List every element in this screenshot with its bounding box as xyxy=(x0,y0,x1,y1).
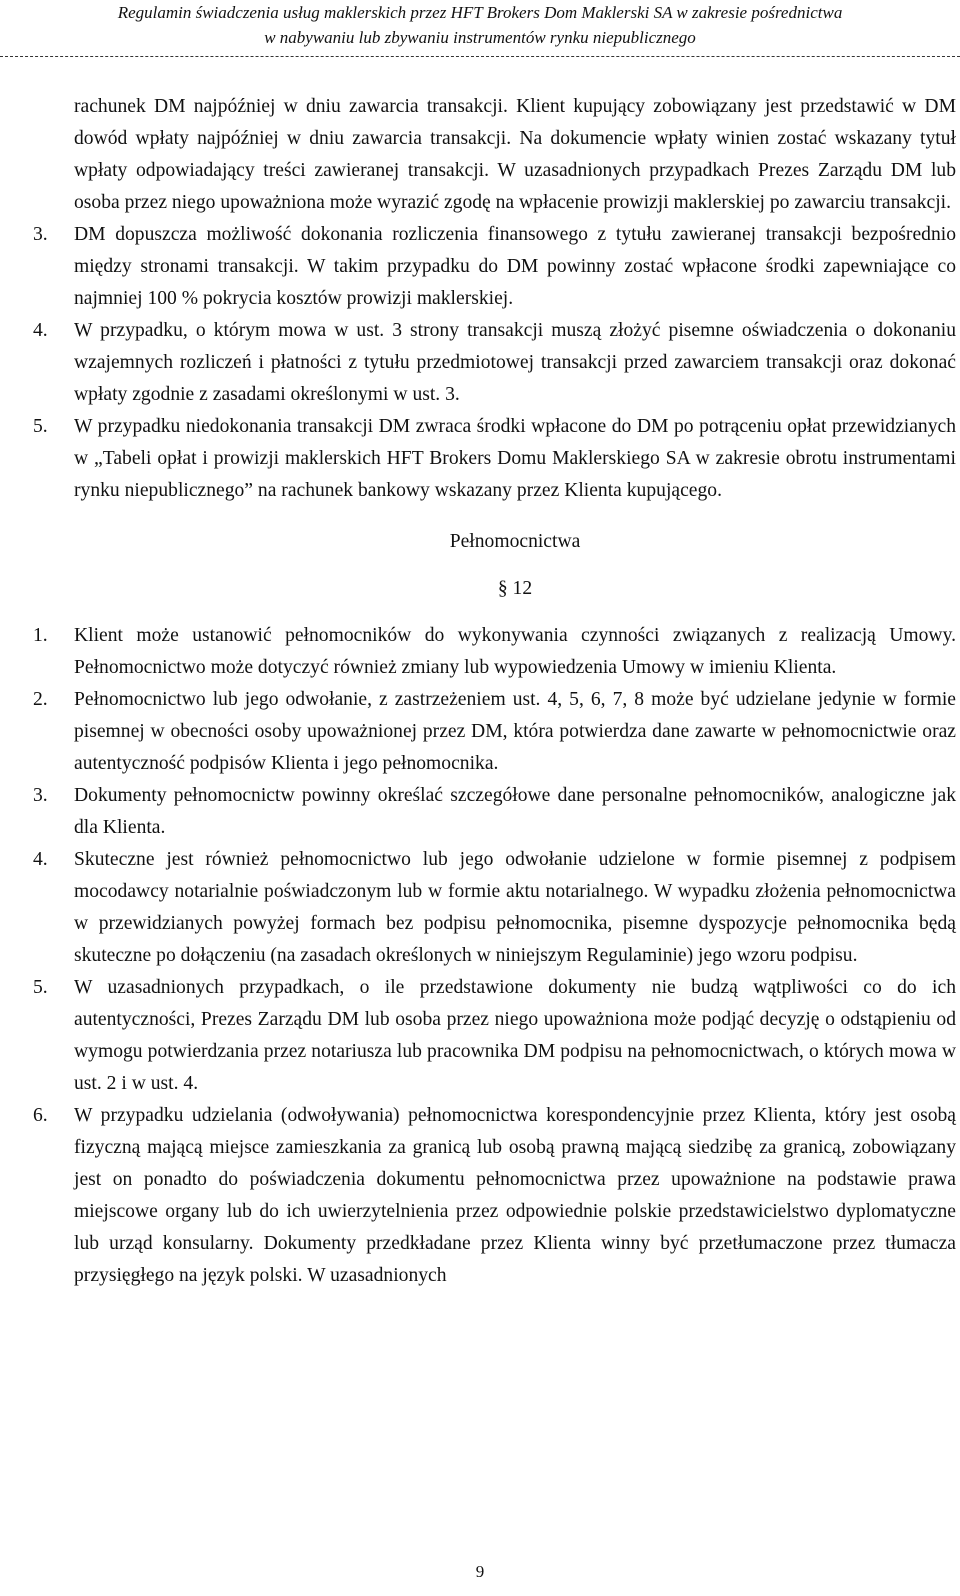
list-item-number: 4. xyxy=(33,849,48,870)
list-item xyxy=(33,972,956,1100)
list-item-text: Dokumenty pełnomocnictw powinny określać szczegółowe dane personalne pełnomocników, analogiczne jak dla Klienta. xyxy=(74,785,956,838)
page-header xyxy=(0,0,960,50)
list-item xyxy=(33,219,956,315)
list-item-number: 3. xyxy=(33,785,48,806)
list-item-number: 4. xyxy=(33,320,48,341)
list-item-text: W przypadku udzielania (odwoływania) pełnomocnictwa korespondencyjnie przez Klienta, który jest osobą fizyczną mającą miejsce zamieszkania za granicą lub osobą prawną mającą siedzibę za granicą, zobowiązany jest on ponadto do poświadczenia dokumentu pełnomocnictwa przez upoważnione na podstawie prawa miejscowe organy lub do ich uwierzytelnienia przez odpowiednie polskie przedstawicielstwo dyplomatyczne lub urząd konsularny. Dokumenty przedkładane przez Klienta winny być przetłumaczone przez tłumacza przysięgłego na język polski. W uzasadnionych xyxy=(74,1105,956,1286)
list-item-text: Klient może ustanowić pełnomocników do wykonywania czynności związanych z realizacją Umowy. Pełnomocnictwo może dotyczyć również zmiany lub wypowiedzenia Umowy w imieniu Klienta. xyxy=(74,625,956,678)
list-item xyxy=(33,684,956,780)
list-item xyxy=(33,620,956,684)
list-item-text: Skuteczne jest również pełnomocnictwo lub jego odwołanie udzielone w formie pisemnej z podpisem mocodawcy notarialnie poświadczonym lub w formie aktu notarialnego. W wypadku złożenia pełnomocnictwa w przewidzianych powyżej formach bez podpisu pełnomocnika, pisemne dyspozycje pełnomocnika będą skuteczne po dołączeniu (na zasadach określonych w niniejszym Regulaminie) jego wzoru podpisu. xyxy=(74,849,956,966)
list-item-text: DM dopuszcza możliwość dokonania rozliczenia finansowego z tytułu zawieranej transakcji bezpośrednio między stronami transakcji. W takim przypadku do DM powinny zostać wpłacone środki zapewniające co najmniej 100 % pokrycia kosztów prowizji maklerskiej. xyxy=(74,224,956,309)
list-item xyxy=(33,844,956,972)
list-item-text: W uzasadnionych przypadkach, o ile przedstawione dokumenty nie budzą wątpliwości co do ich autentyczności, Prezes Zarządu DM lub osoba przez niego upoważniona może podjąć decyzję o odstąpieniu od wymogu potwierdzania przez notariusza lub pracownika DM podpisu na pełnomocnictwach, o których mowa w ust. 2 i w ust. 4. xyxy=(74,977,956,1094)
list-item-number: 6. xyxy=(33,1105,48,1126)
list-item-number: 3. xyxy=(33,224,48,245)
section-title: Pełnomocnictwa xyxy=(449,531,581,552)
continued-paragraph: rachunek DM najpóźniej w dniu zawarcia transakcji. Klient kupujący zobowiązany jest przedstawić w DM dowód wpłaty najpóźniej w dniu zawarcia transakcji. Na dokumencie wpłaty winien zostać wskazany tytuł wpłaty odpowiadający treści zawieranej transakcji. W uzasadnionych przypadkach Prezes Zarządu DM lub osoba przez niego upoważniona może wyrazić zgodę na wpłacenie prowizji maklerskiej po zawarciu transakcji. xyxy=(74,96,956,213)
list-item-number: 5. xyxy=(33,977,48,998)
document-body xyxy=(33,91,956,1292)
list-item-number: 2. xyxy=(33,689,48,710)
list-item-text: Pełnomocnictwo lub jego odwołanie, z zastrzeżeniem ust. 4, 5, 6, 7, 8 może być udzielane jedynie w formie pisemnej w obecności osoby upoważnionej przez DM, która potwierdza dane zawarte w pełnomocnictwie oraz autentyczność podpisów Klienta i jego pełnomocnika. xyxy=(74,689,956,774)
list-item xyxy=(33,315,956,411)
numbered-list-payments xyxy=(33,219,956,507)
list-item-number: 5. xyxy=(33,416,48,437)
header-title-line-1: Regulamin świadczenia usług maklerskich przez HFT Brokers Dom Maklerski SA w zakresie pośrednictwa xyxy=(117,3,843,22)
numbered-list-power-of-attorney xyxy=(33,620,956,1292)
list-item-text: W przypadku, o którym mowa w ust. 3 strony transakcji muszą złożyć pisemne oświadczenia o dokonaniu wzajemnych rozliczeń i płatności z tytułu przedmiotowej transakcji przed zawarciem transakcji oraz dokonać wpłaty zgodnie z zasadami określonymi w ust. 3. xyxy=(74,320,956,405)
list-item xyxy=(33,1100,956,1292)
page-number: 9 xyxy=(475,1562,485,1581)
list-item-number: 1. xyxy=(33,625,48,646)
header-divider xyxy=(0,56,960,57)
header-title-line-2: w nabywaniu lub zbywaniu instrumentów rynku niepublicznego xyxy=(264,28,696,47)
list-item xyxy=(33,411,956,507)
list-item xyxy=(33,780,956,844)
list-item-text: W przypadku niedokonania transakcji DM zwraca środki wpłacone do DM po potrąceniu opłat przewidzianych w „Tabeli opłat i prowizji maklerskich HFT Brokers Domu Maklerskiego SA w zakresie obrotu instrumentami rynku niepublicznego” na rachunek bankowy wskazany przez Klienta kupującego. xyxy=(74,416,956,501)
paragraph-number: § 12 xyxy=(497,578,533,599)
